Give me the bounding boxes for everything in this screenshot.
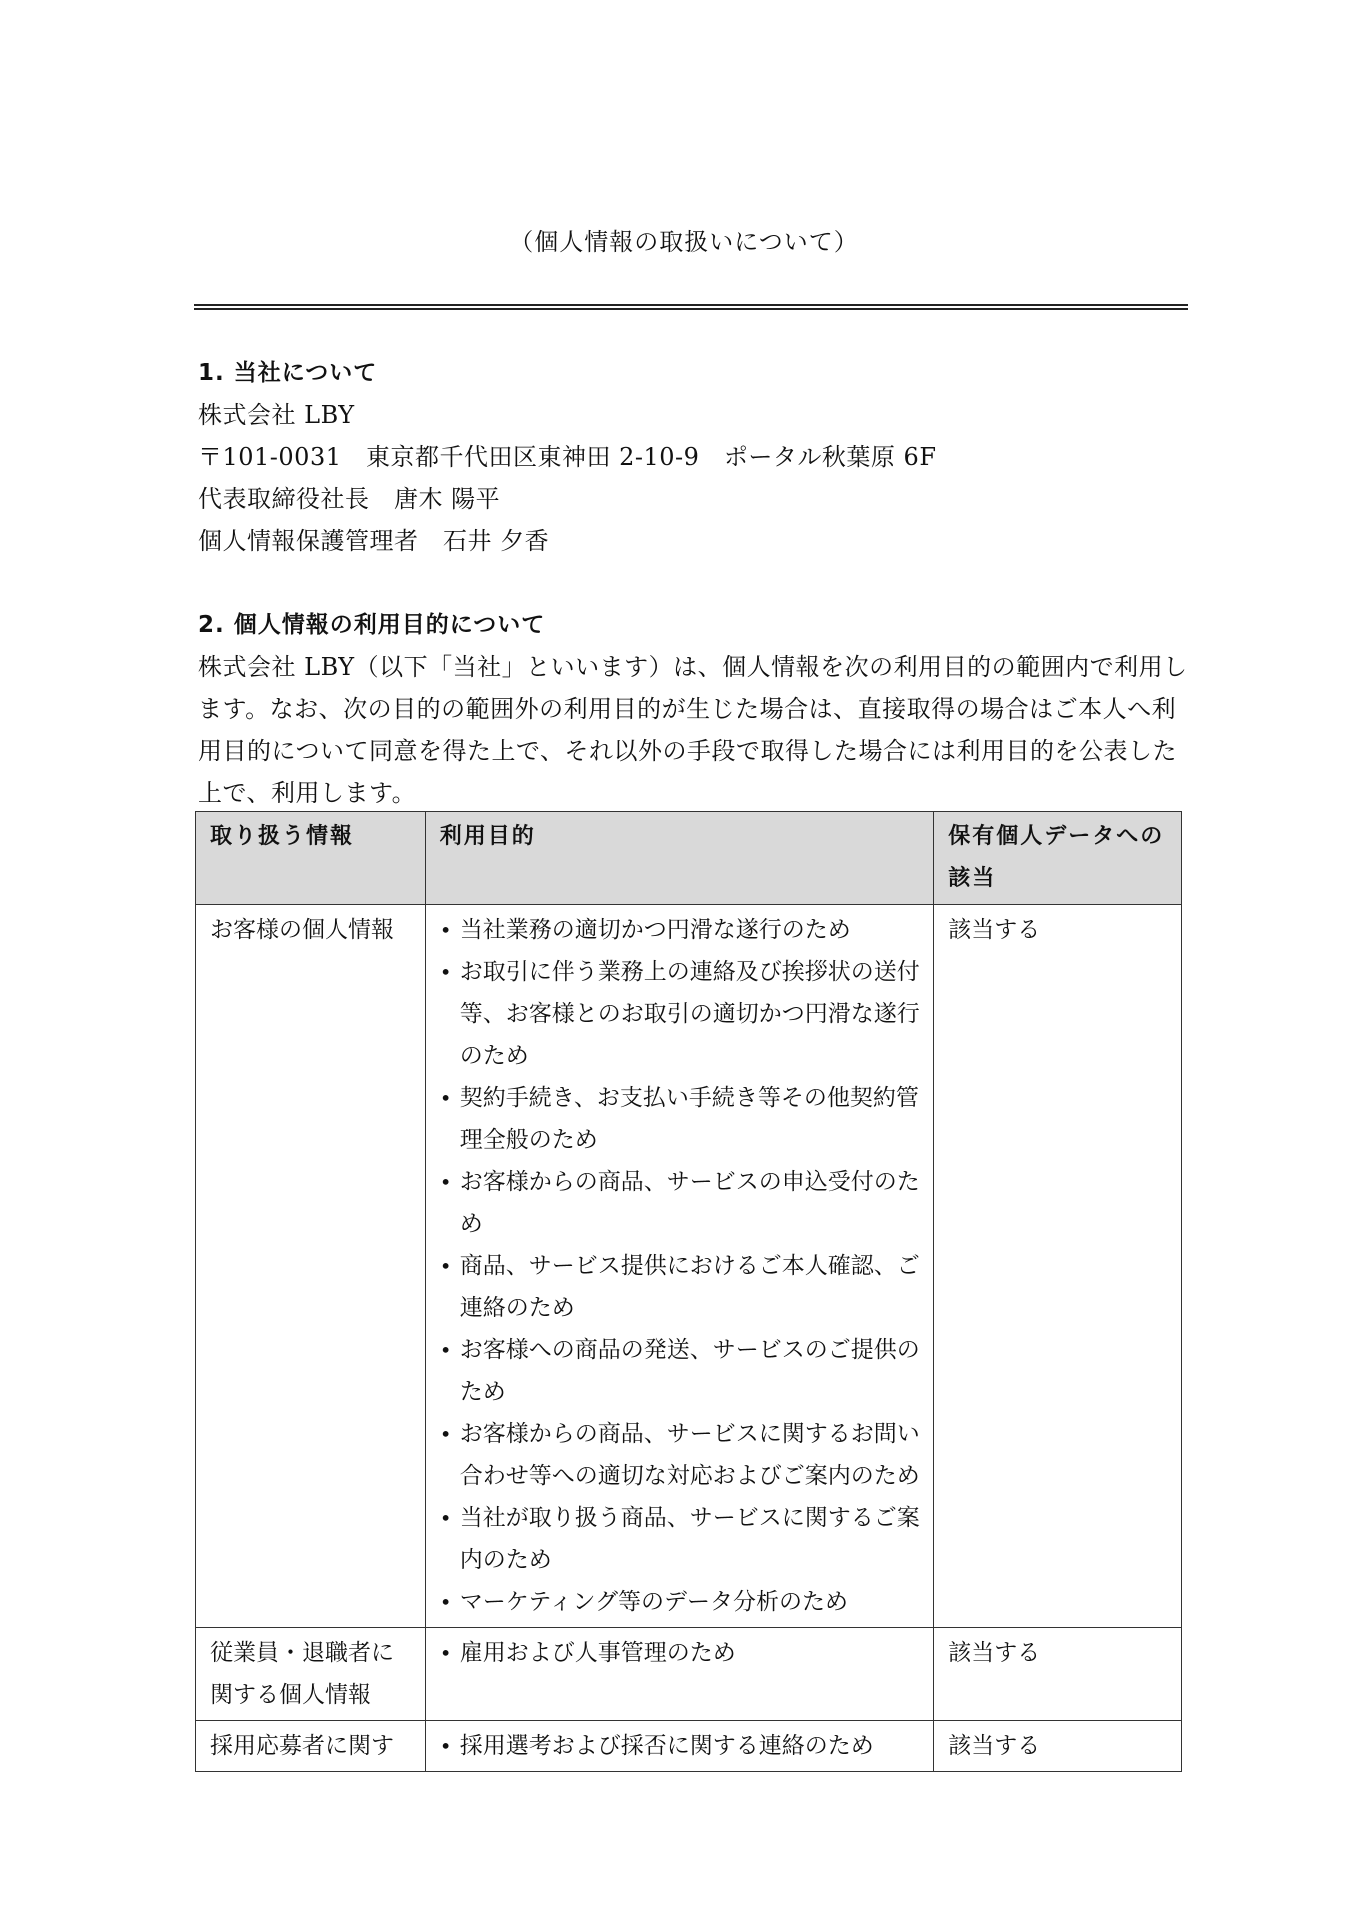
- table-row: [196, 1721, 1182, 1772]
- bullet-icon: •: [439, 1506, 452, 1530]
- purpose-text: 採用選考および採否に関する連絡のため: [459, 1733, 874, 1759]
- list-item: [440, 1077, 921, 1161]
- cell-info: お客様の個人情報: [196, 905, 426, 1628]
- bullet-icon: •: [439, 1338, 452, 1362]
- cell-applicable: 該当する: [934, 905, 1182, 1628]
- purpose-text: お取引に伴う業務上の連絡及び挨拶状の送付等、お客様とのお取引の適切かつ円滑な遂行のため: [459, 959, 920, 1069]
- purpose-list: [440, 1725, 921, 1767]
- list-item: [440, 1245, 921, 1329]
- cell-applicable: 該当する: [934, 1628, 1182, 1721]
- section-purpose-paragraph: 株式会社 LBY（以下「当社」といいます）は、個人情報を次の利用目的の範囲内で利用します。なお、次の目的の範囲外の利用目的が生じた場合は、直接取得の場合はご本人へ利用目的について同意を得た上で、それ以外の手段で取得した場合には利用目的を公表した上で、利用します。: [198, 653, 1188, 807]
- purpose-text: お客様からの商品、サービスの申込受付のため: [459, 1169, 920, 1237]
- purpose-text: 契約手続き、お支払い手続き等その他契約管理全般のため: [459, 1085, 919, 1153]
- cell-purposes: [425, 1721, 933, 1772]
- purpose-text: 当社が取り扱う商品、サービスに関するご案内のため: [459, 1505, 920, 1573]
- section-company: [198, 352, 1188, 562]
- purpose-text: お客様からの商品、サービスに関するお問い合わせ等への適切な対応およびご案内のため: [459, 1421, 920, 1489]
- purpose-text: 当社業務の適切かつ円滑な遂行のため: [459, 917, 851, 943]
- purpose-text: お客様への商品の発送、サービスのご提供のため: [459, 1337, 920, 1405]
- header-purpose: 利用目的: [425, 812, 933, 905]
- bullet-icon: •: [439, 1590, 452, 1614]
- bullet-icon: •: [439, 1734, 452, 1758]
- list-item: [440, 1632, 921, 1674]
- cell-applicable: 該当する: [934, 1721, 1182, 1772]
- header-info: 取り扱う情報: [196, 812, 426, 905]
- company-address: 〒101-0031 東京都千代田区東神田 2-10-9 ポータル秋葉原 6F: [198, 443, 937, 471]
- company-ceo: 代表取締役社長 唐木 陽平: [198, 485, 501, 513]
- cell-info: 採用応募者に関す: [196, 1721, 426, 1772]
- list-item: [440, 1329, 921, 1413]
- purpose-text: マーケティング等のデータ分析のため: [459, 1589, 849, 1615]
- bullet-icon: •: [439, 1422, 452, 1446]
- bullet-icon: •: [439, 1086, 452, 1110]
- header-applicable: 保有個人データへの該当: [934, 812, 1182, 905]
- cell-purposes: [425, 1628, 933, 1721]
- list-item: [440, 1413, 921, 1497]
- list-item: [440, 1581, 921, 1623]
- document-title: （個人情報の取扱いについて）: [509, 228, 859, 256]
- list-item: [440, 909, 921, 951]
- privacy-manager: 個人情報保護管理者 石井 夕香: [198, 527, 550, 555]
- section-company-heading: 1. 当社について: [198, 360, 378, 386]
- purpose-table: [195, 811, 1182, 1772]
- bullet-icon: •: [439, 1254, 452, 1278]
- bullet-icon: •: [439, 960, 452, 984]
- title-divider: [194, 304, 1188, 310]
- bullet-icon: •: [439, 1641, 452, 1665]
- list-item: [440, 951, 921, 1077]
- section-purpose: [198, 604, 1188, 814]
- cell-info: 従業員・退職者に関する個人情報: [196, 1628, 426, 1721]
- table-row: [196, 1628, 1182, 1721]
- purpose-text: 商品、サービス提供におけるご本人確認、ご連絡のため: [459, 1253, 920, 1321]
- table-row: [196, 905, 1182, 1628]
- list-item: [440, 1161, 921, 1245]
- table-header-row: [196, 812, 1182, 905]
- purpose-list: [440, 909, 921, 1623]
- purpose-text: 雇用および人事管理のため: [459, 1640, 736, 1666]
- bullet-icon: •: [439, 918, 452, 942]
- cell-purposes: [425, 905, 933, 1628]
- bullet-icon: •: [439, 1170, 452, 1194]
- list-item: [440, 1497, 921, 1581]
- section-purpose-heading: 2. 個人情報の利用目的について: [198, 612, 546, 638]
- company-name: 株式会社 LBY: [198, 401, 355, 429]
- list-item: [440, 1725, 921, 1767]
- purpose-list: [440, 1632, 921, 1674]
